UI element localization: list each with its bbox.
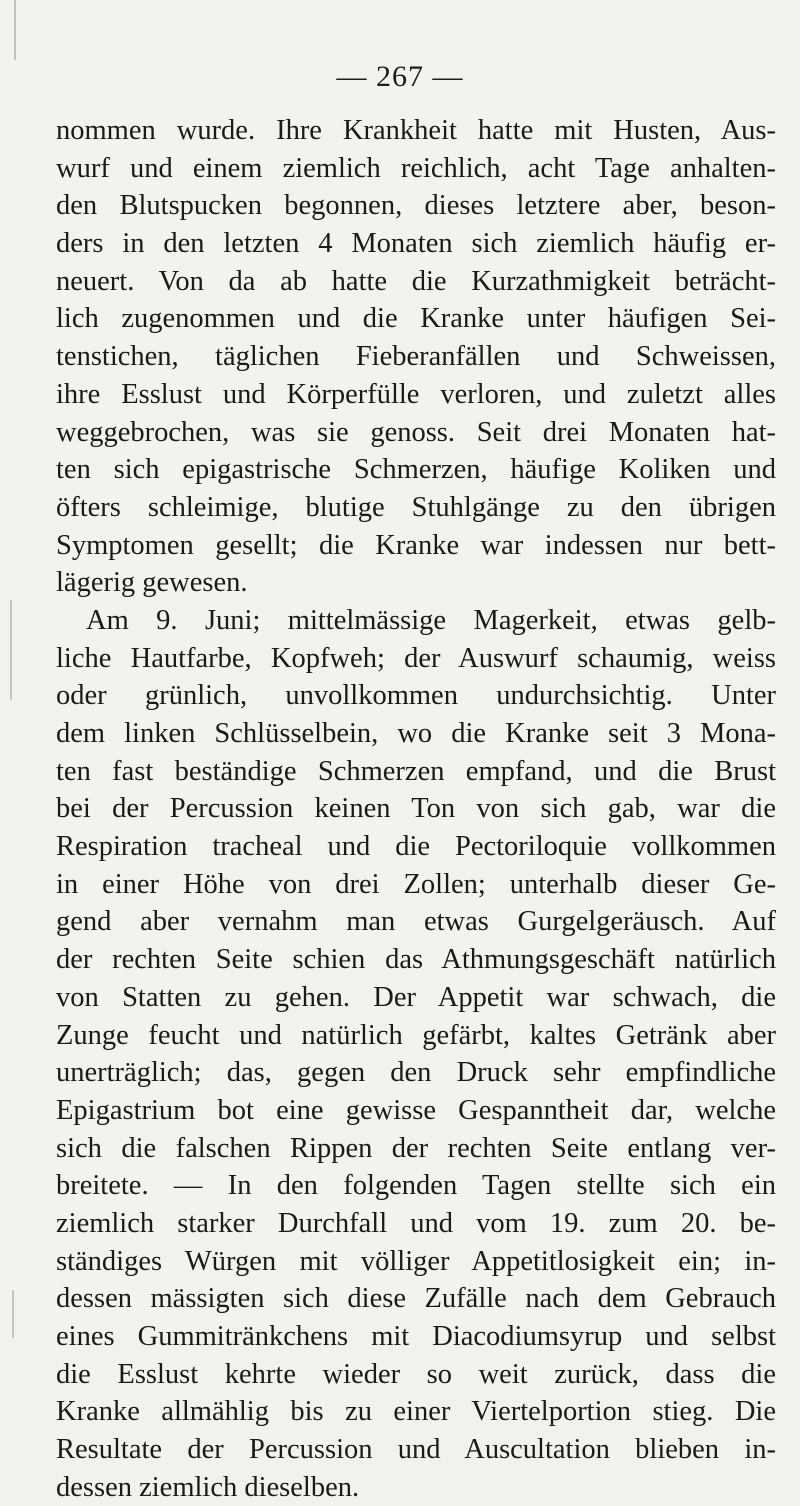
text-line: die Esslust kehrte wieder so weit zurück, dass die	[56, 1358, 776, 1390]
text-line: unerträglich; das, gegen den Druck sehr empfindliche	[56, 1057, 776, 1089]
text-line: ziemlich starker Durchfall und vom 19. zum 20. be-	[56, 1207, 776, 1239]
binding-edge	[14, 0, 16, 60]
text-line: öfters schleimige, blutige Stuhlgänge zu den übrigen	[56, 491, 776, 523]
text-line: ihre Esslust und Körperfülle verloren, und zuletzt alles	[56, 378, 776, 410]
text-line: dem linken Schlüsselbein, wo die Kranke seit 3 Mona-	[56, 718, 776, 749]
binding-edge	[12, 1290, 14, 1338]
text-line: von Statten zu gehen. Der Appetit war schwach, die	[56, 981, 776, 1013]
binding-edge	[10, 600, 12, 700]
text-line: liche Hautfarbe, Kopfweh; der Auswurf schaumig, weiss	[56, 642, 776, 674]
paragraph	[56, 602, 776, 1506]
text-line: neuert. Von da ab hatte die Kurzathmigkeit beträcht-	[56, 265, 776, 297]
text-line: lich zugenommen und die Kranke unter häufigen Sei-	[56, 303, 776, 335]
text-line: Symptomen gesellt; die Kranke war indessen nur bett-	[56, 529, 776, 561]
text-line: gend aber vernahm man etwas Gurgelgeräusch. Auf	[56, 906, 776, 938]
text-line: eines Gummitränkchens mit Diacodiumsyrup und selbst	[56, 1321, 776, 1352]
text-line: sich die falschen Rippen der rechten Seite entlang ver-	[56, 1132, 776, 1164]
text-line: Kranke allmählig bis zu einer Viertelportion stieg. Die	[56, 1396, 776, 1428]
text-line: Am 9. Juni; mittelmässige Magerkeit, etwas gelb-	[86, 604, 776, 636]
paragraph	[56, 112, 776, 602]
text-line: Zunge feucht und natürlich gefärbt, kaltes Getränk aber	[56, 1019, 776, 1051]
text-line: bei der Percussion keinen Ton von sich gab, war die	[56, 793, 776, 825]
text-line: ten sich epigastrische Schmerzen, häufige Koliken und	[56, 454, 776, 486]
text-line: Respiration tracheal und die Pectoriloquie vollkommen	[56, 831, 776, 863]
text-line: dessen mässigten sich diese Zufälle nach dem Gebrauch	[56, 1283, 776, 1315]
body-text	[56, 112, 776, 1506]
text-line: Epigastrium bot eine gewisse Gespanntheit dar, welche	[56, 1094, 776, 1126]
text-line: dessen ziemlich dieselben.	[56, 1471, 360, 1503]
text-line: ders in den letzten 4 Monaten sich ziemlich häufig er-	[56, 228, 776, 260]
text-line: oder grünlich, unvollkommen undurchsichtig. Unter	[56, 680, 776, 712]
text-line: Resultate der Percussion und Auscultation blieben in-	[56, 1434, 776, 1466]
text-line: weggebrochen, was sie genoss. Seit drei Monaten hat-	[56, 416, 776, 448]
text-line: in einer Höhe von drei Zollen; unterhalb dieser Ge-	[56, 868, 776, 900]
text-line: den Blutspucken begonnen, dieses letztere aber, beson-	[56, 190, 776, 222]
text-line: breitete. — In den folgenden Tagen stellte sich ein	[56, 1170, 776, 1202]
text-line: tenstichen, täglichen Fieberanfällen und Schweissen,	[56, 341, 776, 373]
text-line: der rechten Seite schien das Athmungsgeschäft natürlich	[56, 944, 776, 976]
text-line: wurf und einem ziemlich reichlich, acht Tage anhalten-	[56, 152, 776, 184]
text-line: nommen wurde. Ihre Krankheit hatte mit Husten, Aus-	[56, 115, 776, 146]
page-number: — 267 —	[336, 60, 464, 93]
text-line: ten fast beständige Schmerzen empfand, und die Brust	[56, 755, 776, 787]
text-line: ständiges Würgen mit völliger Appetitlosigkeit ein; in-	[56, 1245, 776, 1277]
text-line: lägerig gewesen.	[56, 567, 248, 599]
